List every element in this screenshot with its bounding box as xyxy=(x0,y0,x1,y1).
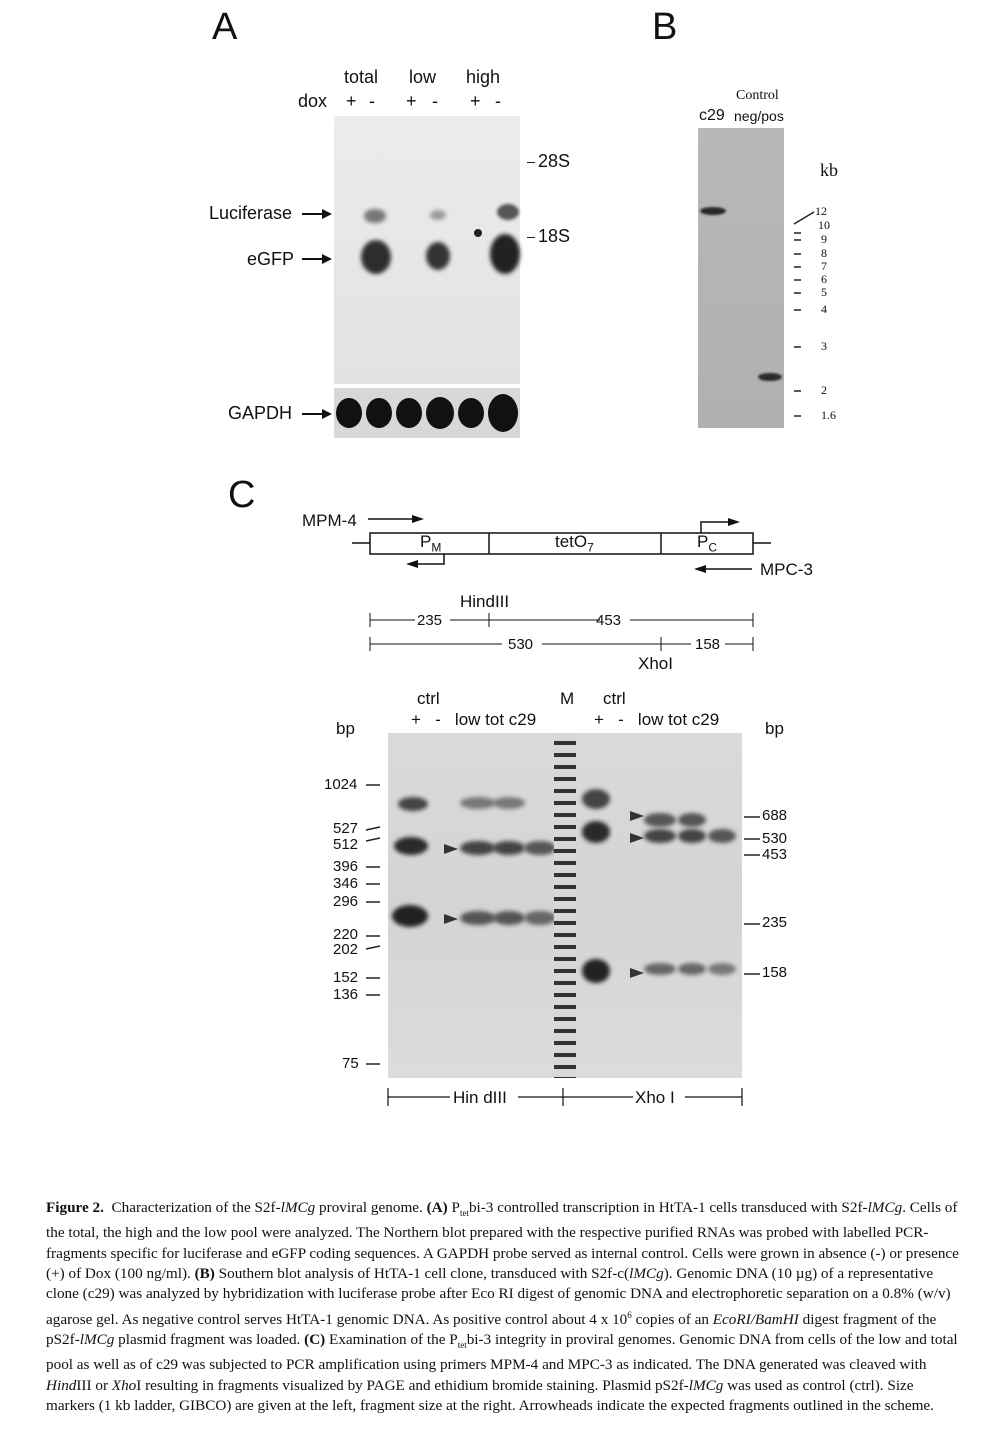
hindiii-digest-label: Hin dIII xyxy=(453,1088,507,1107)
panel-a-letter: A xyxy=(212,6,238,48)
kb-marker: 7 xyxy=(821,259,827,273)
marker-tick xyxy=(527,162,535,163)
bp-marker: 220 xyxy=(333,926,359,943)
bp-marker: 136 xyxy=(333,986,359,1003)
southern-blot xyxy=(698,128,784,428)
right-lane-labels: + - low tot c29 xyxy=(594,710,720,729)
teto-box: tetO$_7$ xyxy=(555,532,594,555)
size-158-label: 158 xyxy=(695,636,721,653)
ctrl-right-label: ctrl xyxy=(603,689,626,708)
kb-marker: 5 xyxy=(821,285,827,299)
kb-marker: 1.6 xyxy=(821,408,836,422)
arrow-icon xyxy=(368,515,424,523)
kb-marker: 2 xyxy=(821,383,827,397)
bp-marker: 346 xyxy=(333,875,359,892)
dox-sign: - xyxy=(495,91,501,111)
kb-marker: 4 xyxy=(821,302,827,316)
right-marker-ticks xyxy=(742,800,762,990)
promoter-m-box: $P_M$ xyxy=(420,532,442,555)
size-453-label: 453 xyxy=(596,612,622,629)
pcr-scheme xyxy=(300,505,840,665)
size-530-label: 530 xyxy=(508,636,534,653)
arrow-icon xyxy=(406,554,444,568)
bp-marker: 202 xyxy=(333,941,359,958)
kb-marker: 3 xyxy=(821,339,827,353)
ctrl-left-label: ctrl xyxy=(417,689,440,708)
fragment-size-label: 453 xyxy=(762,846,788,863)
bp-marker: 512 xyxy=(333,836,359,853)
kb-marker: 10 xyxy=(818,218,830,232)
size-235-label: 235 xyxy=(417,612,443,629)
gel-arrowheads xyxy=(440,800,660,980)
panel-c-letter: C xyxy=(228,474,256,516)
fragment-size-label: 158 xyxy=(762,964,788,981)
control-label-line1: Control xyxy=(736,88,779,103)
arrow-icon xyxy=(302,409,332,419)
digest-brackets xyxy=(385,1084,747,1110)
bp-marker: 296 xyxy=(333,893,359,910)
fragment-size-label: 235 xyxy=(762,914,788,931)
northern-blot xyxy=(334,116,520,384)
group-low-label: low xyxy=(409,67,437,87)
kb-unit-label: kb xyxy=(820,160,838,180)
southern-markers xyxy=(788,200,848,430)
dox-sign: + xyxy=(346,91,357,111)
arrowhead-icon xyxy=(630,968,644,978)
dox-label: dox xyxy=(298,91,328,111)
bp-marker: 396 xyxy=(333,858,359,875)
fragment-size-label: 688 xyxy=(762,807,788,824)
gapdh-blot xyxy=(334,388,520,438)
bp-marker: 75 xyxy=(342,1055,359,1072)
kb-marker: 6 xyxy=(821,272,827,286)
promoter-c-box: $P_C$ xyxy=(697,532,718,555)
panel-b-letter: B xyxy=(652,6,678,48)
marker-lane-label: M xyxy=(560,689,575,708)
left-lane-labels: + - low tot c29 xyxy=(411,710,537,729)
arrow-icon xyxy=(701,518,740,533)
primer-mpc3-label: MPC-3 xyxy=(760,560,813,579)
marker-tick xyxy=(527,237,535,238)
xhoi-digest-label: Xho I xyxy=(635,1088,675,1107)
dox-sign: + xyxy=(406,91,417,111)
egfp-label: eGFP xyxy=(247,249,295,269)
fragment-size-label: 530 xyxy=(762,830,788,847)
marker-18s: 18S xyxy=(538,226,571,246)
arrowhead-icon xyxy=(630,811,644,821)
bp-marker: 152 xyxy=(333,969,359,986)
arrowhead-icon xyxy=(444,914,458,924)
kb-marker: 12 xyxy=(815,204,827,218)
arrow-icon xyxy=(302,254,332,264)
arrowhead-icon xyxy=(630,833,644,843)
group-high-label: high xyxy=(466,67,501,87)
left-marker-ticks xyxy=(364,770,388,1080)
luciferase-label: Luciferase xyxy=(209,203,293,223)
control-label-line2: neg/pos xyxy=(734,108,784,124)
dox-sign: - xyxy=(369,91,375,111)
arrowhead-icon xyxy=(444,844,458,854)
primer-mpm4-label: MPM-4 xyxy=(302,511,357,530)
hindiii-site-label: HindIII xyxy=(460,592,510,611)
dox-sign: - xyxy=(432,91,438,111)
bp-right-label: bp xyxy=(765,719,784,738)
kb-marker: 8 xyxy=(821,246,827,260)
bp-left-label: bp xyxy=(336,719,355,738)
arrow-icon xyxy=(694,565,752,573)
gapdh-label: GAPDH xyxy=(228,403,293,423)
figure-caption: Figure 2. Characterization of the S2f-lMCg proviral genome. (A) $P_{tet}bi-3$ controlled transcription in HtTA-1 cells transduced with S2f-lMCg. Cells of the total, the high and the low pool were analyzed. The Northern blot prepared with the respective purified RNAs was probed with labelled PCR-fragments specific for luciferase and eGFP coding sequences. A GAPDH probe served as internal control. Cells were grown in absence (-) or presence (+) of Dox (100 ng/ml). (B) Southern blot analysis of HtTA-1 cell clone, transduced with S2f-c(lMCg). Genomic DNA (10 µg) of a representative clone (c29) was analyzed by hybridization with luciferase probe after Eco RI digest of genomic DNA and electrophoretic separation on a 0.8% (w/v) agarose gel. As negative control serves HtTA-1 genomic DNA. As positive control about 4 x $10^6$ copies of an EcoRI/BamHI digest fragment of the pS2f-lMCg plasmid fragment was loaded. (C) Examination of the $P_{tet}bi-3$ integrity in proviral genomes. Genomic DNA from cells of the low and total pool as well as of c29 was subjected to PCR amplification using primers MPM-4 and MPC-3 as indicated. The DNA generated was cleaved with HindIII or XhoI resulting in fragments visualized by PAGE and ethidium bromide staining. Plasmid pS2f-lMCg was used as control (ctrl). Size markers (1 kb ladder, GIBCO) are given at the left, fragment size at the right. Arrowheads indicate the expected fragments outlined in the scheme. xyxy=(46,1199,959,1414)
group-total-label: total xyxy=(344,67,379,87)
xhoi-site-label: XhoI xyxy=(638,654,673,673)
bp-marker: 527 xyxy=(333,820,359,837)
bp-marker: 1024 xyxy=(324,776,358,793)
marker-28s: 28S xyxy=(538,151,571,171)
c29-lane-label: c29 xyxy=(699,107,725,124)
panel-a-arrows xyxy=(300,205,334,425)
dox-sign: + xyxy=(470,91,481,111)
kb-marker: 9 xyxy=(821,232,827,246)
arrow-icon xyxy=(302,209,332,219)
